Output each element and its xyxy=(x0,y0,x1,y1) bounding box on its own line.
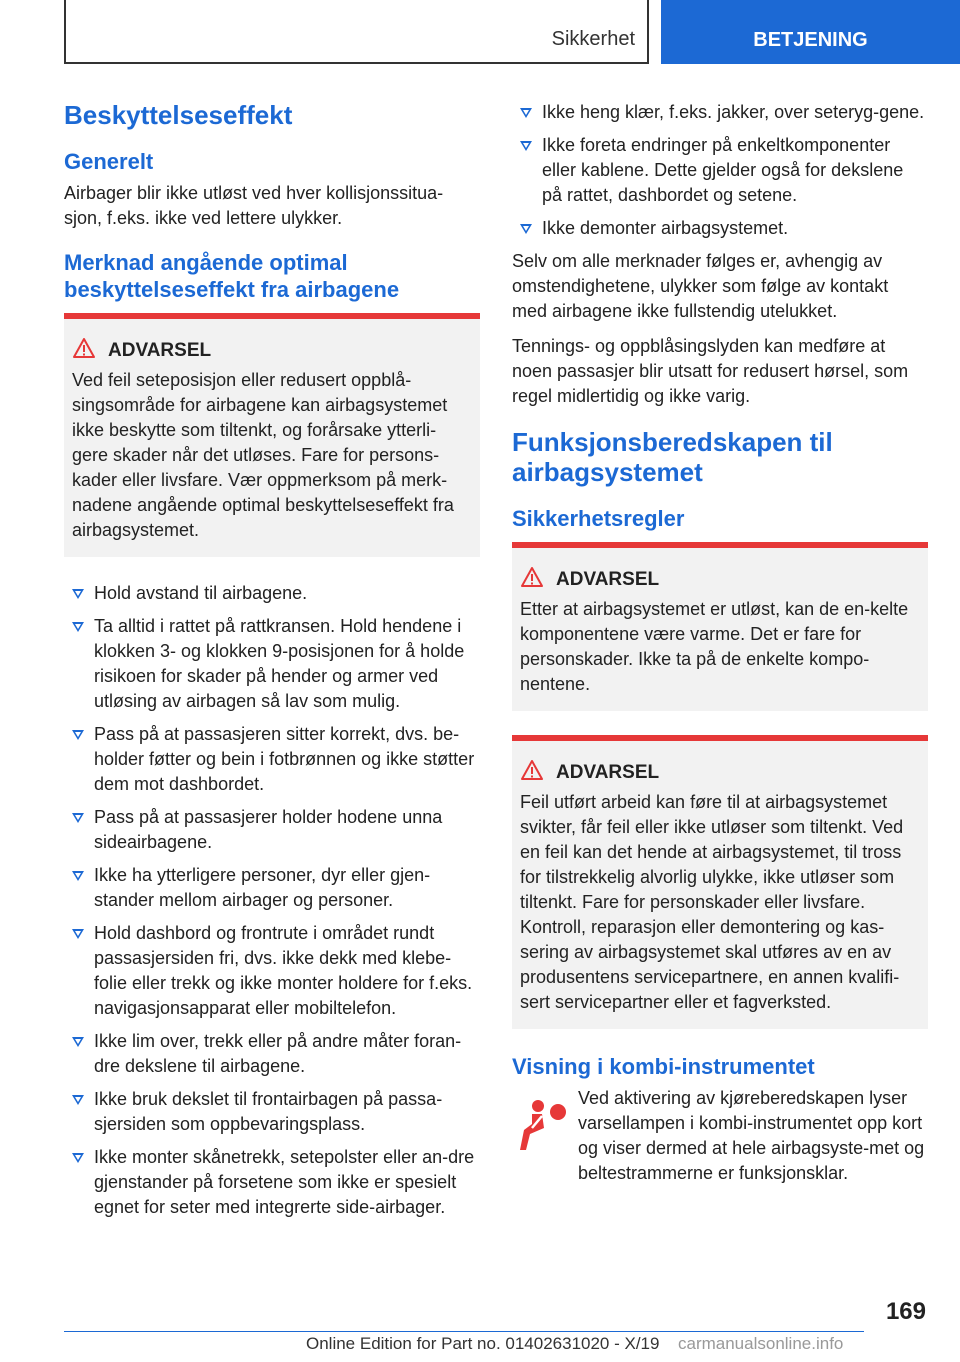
warning-triangle-icon xyxy=(520,566,544,593)
list-item: Ikke monter skånetrekk, setepolster eller an-dre gjenstander på forsetene som ikke er spesielt egnet for seter med integrerte side-airbager. xyxy=(64,1145,480,1220)
list-item: Ikke heng klær, f.eks. jakker, over seteryg-gene. xyxy=(512,100,928,125)
section-heading-general: Generelt xyxy=(64,149,154,174)
warning-triangle-icon xyxy=(72,337,96,364)
footer-divider xyxy=(64,1331,864,1332)
footer-watermark: carmanualsonline.info xyxy=(678,1334,844,1353)
header-section-box xyxy=(64,0,649,64)
list-item: Ikke ha ytterligere personer, dyr eller gjen-stander mellom airbager og personer. xyxy=(64,863,480,913)
bullet-triangle-icon xyxy=(72,730,84,740)
section-heading-display: Visning i kombi-instrumentet xyxy=(512,1054,815,1079)
warning-box-faulty-work xyxy=(512,735,928,1029)
bullet-triangle-icon xyxy=(72,1153,84,1163)
bullet-list xyxy=(64,581,480,1220)
list-item: Hold avstand til airbagene. xyxy=(64,581,480,606)
header-tab-betjening[interactable] xyxy=(661,0,960,64)
general-text: Airbager blir ikke utløst ved hver kollisjonssitua-sjon, f.eks. ikke ved lettere ulykker. xyxy=(64,183,444,228)
left-column xyxy=(64,100,480,1228)
warning-text: Ved feil seteposisjon eller redusert oppblå-singsområde for airbagene kan airbagsystemet ikke beskytte som tiltenkt, og forårsake ytterli-gere skader når det utløses. Fare for persons-kader eller livsfare. Vær oppmerksom på merk-nadene angående optimal beskyttelseseffekt fra airbagsystemet. xyxy=(72,370,454,540)
section-heading-rules: Sikkerhetsregler xyxy=(512,506,685,531)
warning-title: ADVARSEL xyxy=(108,339,212,361)
footer-edition: Online Edition for Part no. 01402631020 - X/19 xyxy=(306,1334,660,1353)
list-item: Ikke lim over, trekk eller på andre måter foran-dre dekslene til airbagene. xyxy=(64,1029,480,1079)
page-number: 169 xyxy=(885,1298,926,1325)
bullet-triangle-icon xyxy=(72,1095,84,1105)
paragraph-contact: Selv om alle merknader følges er, avhengig av omstendighetene, ulykker som følge av kontakt med airbagene ikke fullstendig utelukket. xyxy=(512,251,889,321)
header-tab-label: BETJENING xyxy=(753,28,868,51)
list-item: Ikke demonter airbagsystemet. xyxy=(512,216,928,241)
bullet-triangle-icon xyxy=(520,141,532,151)
bullet-list-continued xyxy=(512,100,928,241)
section-title-readiness: Funksjonsberedskapen til airbagsystemet xyxy=(512,427,833,487)
warning-text: Feil utført arbeid kan føre til at airbagsystemet svikter, får feil eller ikke utløser som tiltenkt. Ved en feil kan det hende at airbagsystemet, til tross for tilstrekkelig alvorlig ulykke, ikke utløser som tiltenkt. Fare for personskader eller livsfare. Kontroll, reparasjon eller demontering og kas-sering av airbagsystemet skal utføres av en av produsentens servicepartnere, en annen kvalifi-sert servicepartner eller et fagverksted. xyxy=(520,792,904,1012)
warning-box xyxy=(64,313,480,557)
display-text: Ved aktivering av kjøreberedskapen lyser varsellampen i kombi-instrumentet opp kort og viser dermed at hele airbagsyste-met og beltestrammerne er funksjonsklar. xyxy=(578,1088,925,1183)
warning-title: ADVARSEL xyxy=(556,761,660,783)
warning-text: Etter at airbagsystemet er utløst, kan de en-kelte komponentene være varme. Det er fare for personskader. Ikke ta på de enkelte kompo-nentene. xyxy=(520,599,909,694)
list-item: Pass på at passasjeren sitter korrekt, dvs. be-holder føtter og bein i fotbrønnen og ikke støtter dem mot dashbordet. xyxy=(64,722,480,797)
list-item: Pass på at passasjerer holder hodene unna sideairbagene. xyxy=(64,805,480,855)
right-column xyxy=(512,100,928,1196)
list-item: Ta alltid i rattet på rattkransen. Hold hendene i klokken 3- og klokken 9-posisjonen for å holde risikoen for skader på hender og armer ved utløsing av airbagen så lav som mulig. xyxy=(64,614,480,714)
bullet-triangle-icon xyxy=(72,589,84,599)
bullet-triangle-icon xyxy=(520,108,532,118)
list-item: Ikke bruk dekslet til frontairbagen på passa-sjersiden som oppbevaringsplass. xyxy=(64,1087,480,1137)
bullet-triangle-icon xyxy=(72,622,84,632)
bullet-triangle-icon xyxy=(72,1037,84,1047)
airbag-warning-icon xyxy=(512,1094,568,1154)
list-item: Hold dashbord og frontrute i området rundt passasjersiden fri, dvs. ikke dekk med klebe-folie eller trekk og ikke monter holdere for f.eks. navigasjonsapparat eller mobiltelefon. xyxy=(64,921,480,1021)
page-title: Beskyttelseseffekt xyxy=(64,100,293,130)
bullet-triangle-icon xyxy=(72,929,84,939)
warning-triangle-icon xyxy=(520,759,544,786)
bullet-triangle-icon xyxy=(72,813,84,823)
warning-title: ADVARSEL xyxy=(556,568,660,590)
bullet-triangle-icon xyxy=(520,224,532,234)
list-item: Ikke foreta endringer på enkeltkomponenter eller kablene. Dette gjelder også for dekslene på rattet, dashbordet og setene. xyxy=(512,133,928,208)
section-heading-note: Merknad angående optimal beskyttelseseffekt fra airbagene xyxy=(64,250,400,302)
header-section-title: Sikkerhet xyxy=(551,28,635,50)
bullet-triangle-icon xyxy=(72,871,84,881)
paragraph-hearing: Tennings- og oppblåsingslyden kan medføre at noen passasjer blir utsatt for redusert hørsel, som regel midlertidig og ikke varig. xyxy=(512,336,909,406)
warning-box-hot-components xyxy=(512,542,928,711)
